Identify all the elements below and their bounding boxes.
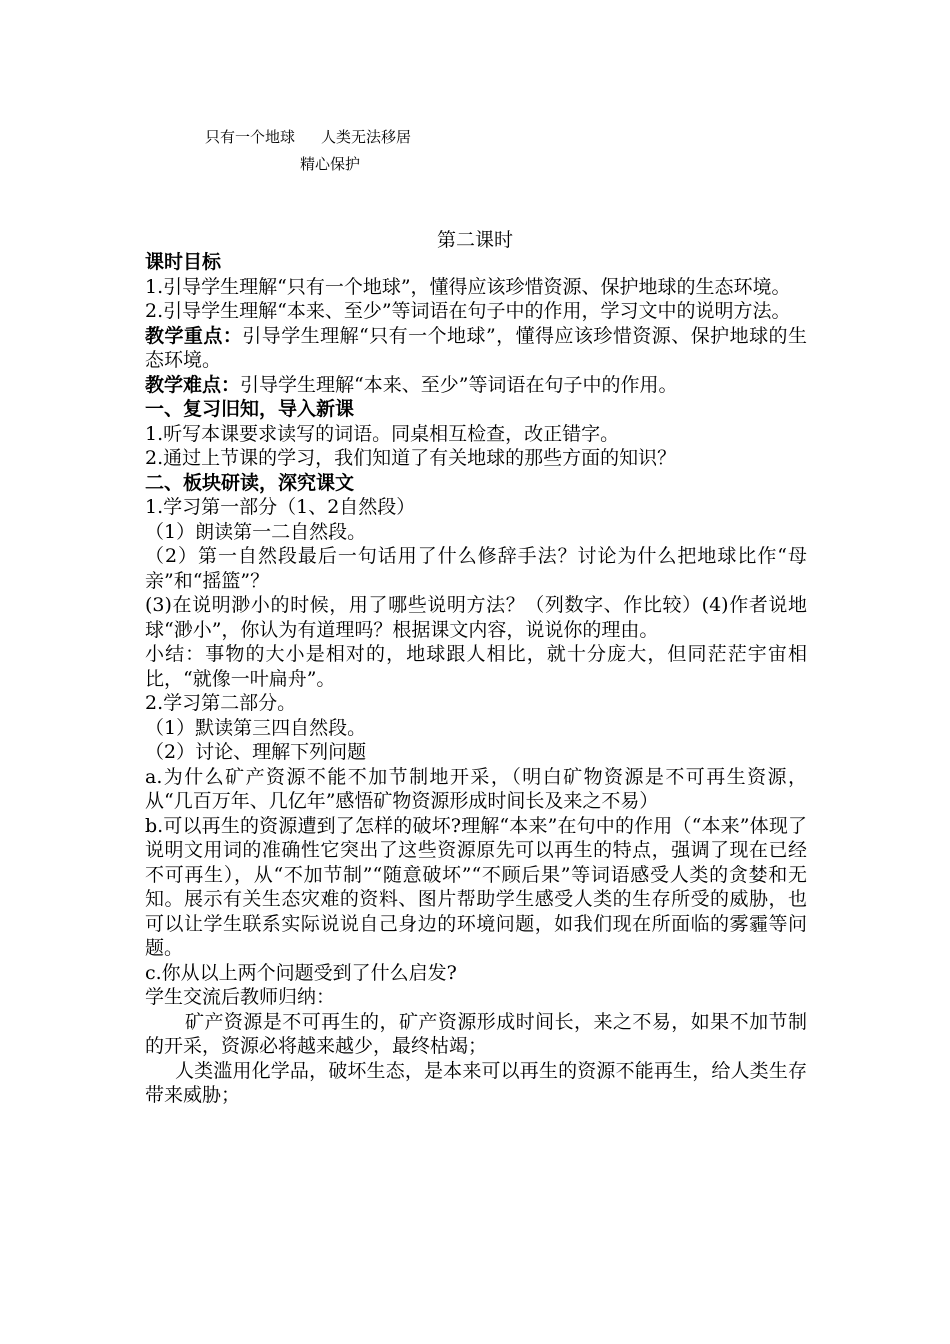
part-1-question-2: （2）第一自然段最后一句话用了什么修辞手法？讨论为什么把地球比作“母亲”和“摇篮”？ <box>145 545 807 592</box>
conclusion-intro: 学生交流后教师归纳： <box>145 986 336 1008</box>
lesson-content <box>145 250 807 1108</box>
teaching-focus <box>145 324 807 373</box>
board-row-1 <box>205 127 411 147</box>
teaching-focus-text: 引导学生理解“只有一个地球”，懂得应该珍惜资源、保护地球的生态环境。 <box>145 324 807 371</box>
part-1-question-1: （1）朗读第一二自然段。 <box>145 520 367 543</box>
conclusion-paragraph-2: 人类滥用化学品，破坏生态，是本来可以再生的资源不能再生，给人类生存带来威胁； <box>145 1059 807 1106</box>
teaching-difficulty-text: 引导学生理解“本来、至少”等词语在句子中的作用。 <box>240 373 678 396</box>
section-1-item-2: 2.通过上节课的学习，我们知道了有关地球的那些方面的知识？ <box>145 447 677 469</box>
part-2-title: 2.学习第二部分。 <box>145 692 297 714</box>
board-row-2: 精心保护 <box>300 155 361 173</box>
question-b: b.可以再生的资源遭到了怎样的破坏?理解“本来”在句中的作用（“本来”体现了说明文用词的准确性它突出了这些资源原先可以再生的特点，强调了现在已经不可再生），从“不加节制”“随意破坏”“不顾后果”等词语感受人类的贪婪和无知。展示有关生态灾难的资料、图片帮助学生感受人类的生存所受的威胁，也可以让学生联系实际说说自己身边的环境问题，如我们现在所面临的雾霾等问题。 <box>145 814 807 959</box>
part-2-question-1: （1）默读第三四自然段。 <box>145 716 367 739</box>
teaching-focus-label: 教学重点： <box>145 324 243 347</box>
section-1-item-1: 1.听写本课要求读写的词语。同桌相互检查，改正错字。 <box>145 422 620 445</box>
part-1-summary: 小结：事物的大小是相对的，地球跟人相比，就十分庞大，但同茫茫宇宙相比，“就像一叶扁舟”。 <box>145 643 807 690</box>
teaching-difficulty-label: 教学难点： <box>145 373 241 396</box>
lesson-title: 第二课时 <box>436 229 513 251</box>
part-2-question-2: （2）讨论、理解下列问题 <box>145 741 367 763</box>
section-1-heading: 一、复习旧知，导入新课 <box>145 398 355 420</box>
board-item-only-one-earth: 只有一个地球 <box>205 128 296 146</box>
teaching-difficulty <box>145 373 807 398</box>
section-2-heading: 二、板块研读，深究课文 <box>145 471 355 494</box>
conclusion-paragraph-1: 矿产资源是不可再生的，矿产资源形成时间长，来之不易，如果不加节制的开采，资源必将越来越少，最终枯竭； <box>145 1010 807 1057</box>
question-c: c.你从以上两个问题受到了什么启发? <box>145 961 457 984</box>
question-a: a.为什么矿产资源不能不加节制地开采，（明白矿物资源是不可再生资源，从“几百万年、几亿年”感悟矿物资源形成时间长及来之不易） <box>145 765 807 812</box>
objective-item-1: 1.引导学生理解“只有一个地球”，懂得应该珍惜资源、保护地球的生态环境。 <box>145 275 791 298</box>
part-1-question-3: (3)在说明渺小的时候，用了哪些说明方法？（列数字、作比较）(4)作者说地球“渺小”，你认为有道理吗？根据课文内容，说说你的理由。 <box>145 594 807 641</box>
objective-item-2: 2.引导学生理解“本来、至少”等词语在句子中的作用，学习文中的说明方法。 <box>145 300 791 322</box>
board-item-cannot-migrate: 人类无法移居 <box>321 128 412 146</box>
objectives-heading: 课时目标 <box>145 251 222 273</box>
part-1-title: 1.学习第一部分（1、2自然段） <box>145 496 416 518</box>
